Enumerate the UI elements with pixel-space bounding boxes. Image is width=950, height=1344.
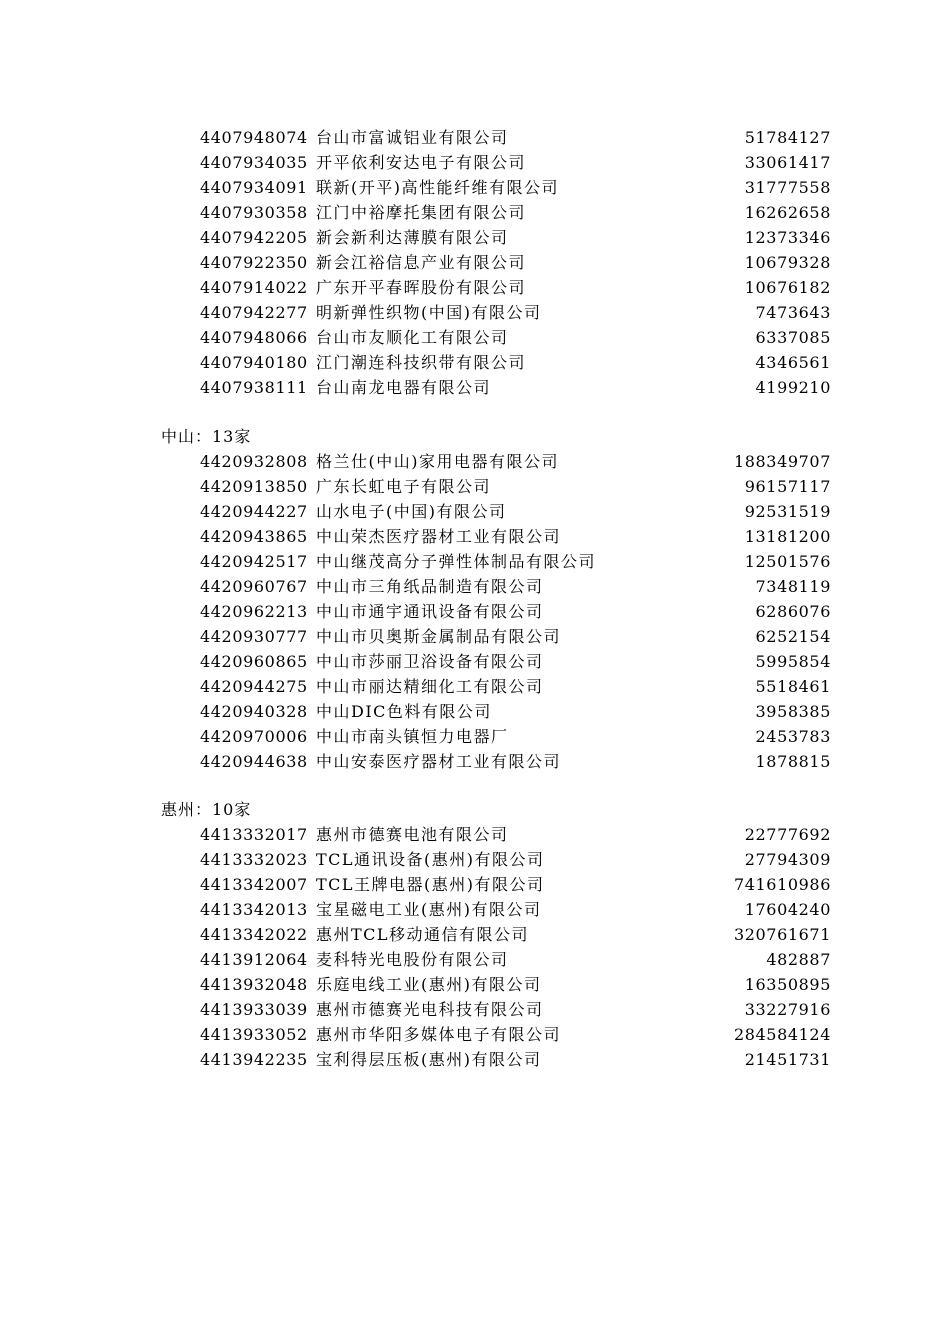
company-value: 51784127 — [744, 128, 831, 147]
company-code: 4413942235 — [200, 1050, 308, 1069]
company-row — [0, 922, 950, 947]
company-code: 4420930777 — [200, 627, 308, 646]
company-code: 4420960767 — [200, 577, 308, 596]
company-value: 16350895 — [744, 975, 831, 994]
company-row — [0, 250, 950, 275]
company-name: 开平依利安达电子有限公司 — [316, 153, 527, 172]
company-row — [0, 175, 950, 200]
company-code: 4420942517 — [200, 552, 308, 571]
company-value: 12501576 — [744, 552, 831, 571]
company-row — [0, 822, 950, 847]
company-name: 广东长虹电子有限公司 — [316, 477, 492, 496]
company-code: 4413932048 — [200, 975, 308, 994]
company-value: 10679328 — [744, 253, 831, 272]
company-value: 6252154 — [755, 627, 831, 646]
company-row — [0, 375, 950, 400]
company-name: 惠州TCL移动通信有限公司 — [316, 925, 530, 944]
company-name: 江门潮连科技织带有限公司 — [316, 353, 527, 372]
company-row — [0, 624, 950, 649]
company-name: 乐庭电线工业(惠州)有限公司 — [316, 975, 542, 994]
company-name: 台山市富诚铝业有限公司 — [316, 128, 509, 147]
company-value: 482887 — [766, 950, 831, 969]
company-code: 4407938111 — [200, 378, 308, 397]
company-code: 4413342013 — [200, 900, 308, 919]
company-name: 新会新利达薄膜有限公司 — [316, 228, 509, 247]
company-name: 江门中裕摩托集团有限公司 — [316, 203, 527, 222]
company-value: 33227916 — [744, 1000, 831, 1019]
company-value: 33061417 — [744, 153, 831, 172]
company-value: 6286076 — [755, 602, 831, 621]
company-value: 27794309 — [744, 850, 831, 869]
company-row — [0, 674, 950, 699]
company-code: 4420913850 — [200, 477, 308, 496]
company-value: 320761671 — [733, 925, 831, 944]
company-name: 明新弹性织物(中国)有限公司 — [316, 303, 542, 322]
company-row — [0, 350, 950, 375]
company-name: 中山市南头镇恒力电器厂 — [316, 727, 509, 746]
company-value: 4199210 — [755, 378, 831, 397]
company-code: 4407940180 — [200, 353, 308, 372]
company-value: 3958385 — [755, 702, 831, 721]
company-row — [0, 1022, 950, 1047]
company-row — [0, 1047, 950, 1072]
company-name: 中山市莎丽卫浴设备有限公司 — [316, 652, 544, 671]
company-code: 4420970006 — [200, 727, 308, 746]
company-name: 宝星磁电工业(惠州)有限公司 — [316, 900, 542, 919]
company-value: 2453783 — [755, 727, 831, 746]
section-heading: 中山：13家 — [161, 427, 252, 446]
company-value: 10676182 — [744, 278, 831, 297]
company-value: 31777558 — [744, 178, 831, 197]
company-code: 4407922350 — [200, 253, 308, 272]
company-code: 4413933052 — [200, 1025, 308, 1044]
company-name: 惠州市德赛光电科技有限公司 — [316, 1000, 544, 1019]
company-value: 21451731 — [744, 1050, 831, 1069]
company-row — [0, 474, 950, 499]
company-name: TCL通讯设备(惠州)有限公司 — [316, 850, 545, 869]
company-row — [0, 872, 950, 897]
company-row — [0, 549, 950, 574]
company-row — [0, 997, 950, 1022]
company-name: 宝利得层压板(惠州)有限公司 — [316, 1050, 542, 1069]
company-code: 4420932808 — [200, 452, 308, 471]
company-row — [0, 275, 950, 300]
company-row — [0, 724, 950, 749]
company-name: 联新(开平)高性能纤维有限公司 — [316, 178, 559, 197]
company-value: 5995854 — [755, 652, 831, 671]
company-value: 7473643 — [755, 303, 831, 322]
company-row — [0, 972, 950, 997]
company-value: 13181200 — [744, 527, 831, 546]
company-value: 4346561 — [755, 353, 831, 372]
company-code: 4407948066 — [200, 328, 308, 347]
company-name: 中山市通宇通讯设备有限公司 — [316, 602, 544, 621]
company-value: 188349707 — [733, 452, 831, 471]
company-code: 4413912064 — [200, 950, 308, 969]
company-value: 96157117 — [744, 477, 831, 496]
company-value: 741610986 — [733, 875, 831, 894]
company-code: 4420962213 — [200, 602, 308, 621]
company-name: 惠州市华阳多媒体电子有限公司 — [316, 1025, 562, 1044]
company-code: 4420960865 — [200, 652, 308, 671]
company-value: 92531519 — [744, 502, 831, 521]
company-name: 山水电子(中国)有限公司 — [316, 502, 507, 521]
company-code: 4407930358 — [200, 203, 308, 222]
company-row — [0, 449, 950, 474]
company-code: 4420944275 — [200, 677, 308, 696]
company-value: 12373346 — [744, 228, 831, 247]
company-name: 台山南龙电器有限公司 — [316, 378, 492, 397]
company-name: TCL王牌电器(惠州)有限公司 — [316, 875, 545, 894]
company-name: 中山DIC色料有限公司 — [316, 702, 492, 721]
company-code: 4413342022 — [200, 925, 308, 944]
company-value: 16262658 — [744, 203, 831, 222]
company-value: 5518461 — [755, 677, 831, 696]
company-row — [0, 150, 950, 175]
company-code: 4407934091 — [200, 178, 308, 197]
company-code: 4413342007 — [200, 875, 308, 894]
company-row — [0, 599, 950, 624]
company-code: 4407942277 — [200, 303, 308, 322]
company-row — [0, 749, 950, 774]
company-code: 4413332017 — [200, 825, 308, 844]
company-value: 7348119 — [755, 577, 831, 596]
company-row — [0, 699, 950, 724]
company-row — [0, 325, 950, 350]
company-row — [0, 897, 950, 922]
company-row — [0, 524, 950, 549]
company-row — [0, 200, 950, 225]
company-code: 4407948074 — [200, 128, 308, 147]
company-name: 中山继茂高分子弹性体制品有限公司 — [316, 552, 597, 571]
company-name: 格兰仕(中山)家用电器有限公司 — [316, 452, 559, 471]
company-name: 麦科特光电股份有限公司 — [316, 950, 509, 969]
company-code: 4407914022 — [200, 278, 308, 297]
company-code: 4420940328 — [200, 702, 308, 721]
company-name: 台山市友顺化工有限公司 — [316, 328, 509, 347]
company-value: 284584124 — [733, 1025, 831, 1044]
company-value: 17604240 — [744, 900, 831, 919]
company-name: 中山荣杰医疗器材工业有限公司 — [316, 527, 562, 546]
company-code: 4420944638 — [200, 752, 308, 771]
company-name: 新会江裕信息产业有限公司 — [316, 253, 527, 272]
section-heading: 惠州：10家 — [161, 800, 252, 819]
company-row — [0, 574, 950, 599]
company-row — [0, 300, 950, 325]
company-row — [0, 947, 950, 972]
company-code: 4413933039 — [200, 1000, 308, 1019]
company-name: 中山市三角纸品制造有限公司 — [316, 577, 544, 596]
company-row — [0, 225, 950, 250]
company-code: 4420943865 — [200, 527, 308, 546]
company-name: 广东开平春晖股份有限公司 — [316, 278, 527, 297]
company-value: 22777692 — [744, 825, 831, 844]
company-value: 1878815 — [755, 752, 831, 771]
company-row — [0, 649, 950, 674]
company-name: 中山安泰医疗器材工业有限公司 — [316, 752, 562, 771]
company-code: 4407934035 — [200, 153, 308, 172]
company-row — [0, 125, 950, 150]
company-row — [0, 847, 950, 872]
company-code: 4407942205 — [200, 228, 308, 247]
company-code: 4413332023 — [200, 850, 308, 869]
company-name: 惠州市德赛电池有限公司 — [316, 825, 509, 844]
company-row — [0, 499, 950, 524]
company-name: 中山市丽达精细化工有限公司 — [316, 677, 544, 696]
company-value: 6337085 — [755, 328, 831, 347]
company-name: 中山市贝奥斯金属制品有限公司 — [316, 627, 562, 646]
company-code: 4420944227 — [200, 502, 308, 521]
